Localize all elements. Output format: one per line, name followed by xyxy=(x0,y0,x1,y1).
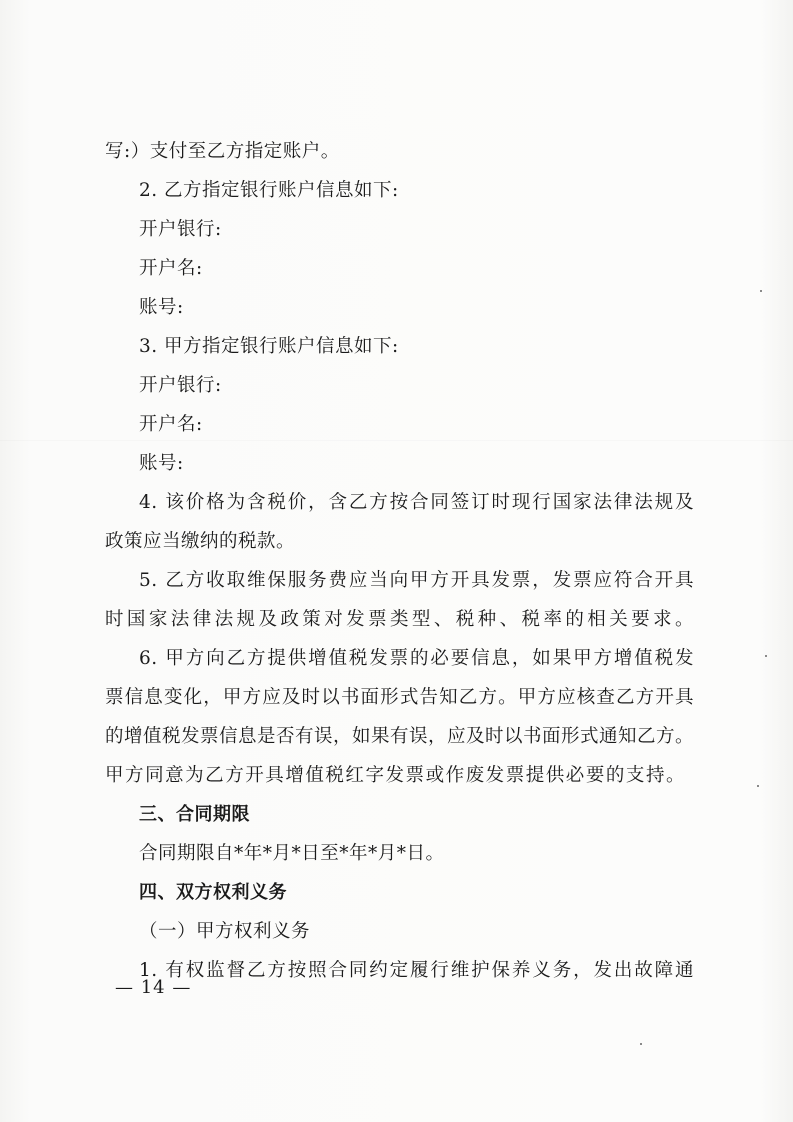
text-line-13: 时国家法律法规及政策对发票类型、税种、税率的相关要求。 xyxy=(105,609,694,630)
text-line-4: 开户名: xyxy=(139,258,203,279)
text-line-11: 政策应当缴纳的税款。 xyxy=(105,531,296,552)
text-line-9: 账号: xyxy=(139,453,184,474)
text-line-2: 2. 乙方指定银行账户信息如下: xyxy=(139,180,399,201)
text-line-1: 写:）支付至乙方指定账户。 xyxy=(105,141,340,162)
text-line-5: 账号: xyxy=(139,297,184,318)
text-line-17: 甲方同意为乙方开具增值税红字发票或作废发票提供必要的支持。 xyxy=(105,765,685,786)
paper-crease xyxy=(0,440,793,441)
text-line-16: 的增值税发票信息是否有误，如果有误，应及时以书面形式通知乙方。 xyxy=(105,726,695,747)
section-heading-rights: 四、双方权利义务 xyxy=(139,882,287,903)
text-line-10: 4. 该价格为含税价，含乙方按合同签订时现行国家法律法规及 xyxy=(139,492,694,513)
text-line-14: 6. 甲方向乙方提供增值税发票的必要信息，如果甲方增值税发 xyxy=(139,648,694,669)
text-line-8: 开户名: xyxy=(139,414,203,435)
text-line-3: 开户银行: xyxy=(139,219,222,240)
text-line-7: 开户银行: xyxy=(139,375,222,396)
text-line-15: 票信息变化，甲方应及时以书面形式告知乙方。甲方应核查乙方开具 xyxy=(105,687,694,708)
scan-speck xyxy=(640,1043,642,1045)
text-line-12: 5. 乙方收取维保服务费应当向甲方开具发票，发票应符合开具 xyxy=(139,570,694,591)
text-line-22: 1. 有权监督乙方按照合同约定履行维护保养义务，发出故障通 xyxy=(139,960,694,981)
text-line-6: 3. 甲方指定银行账户信息如下: xyxy=(139,336,399,357)
scan-speck xyxy=(760,290,762,292)
section-heading-term: 三、合同期限 xyxy=(139,804,250,825)
text-line-21: （一）甲方权利义务 xyxy=(139,921,311,942)
page-number: — 14 — xyxy=(115,977,192,998)
text-line-19: 合同期限自*年*月*日至*年*月*日。 xyxy=(139,843,445,864)
scan-speck xyxy=(757,785,759,787)
scan-speck xyxy=(765,655,767,657)
